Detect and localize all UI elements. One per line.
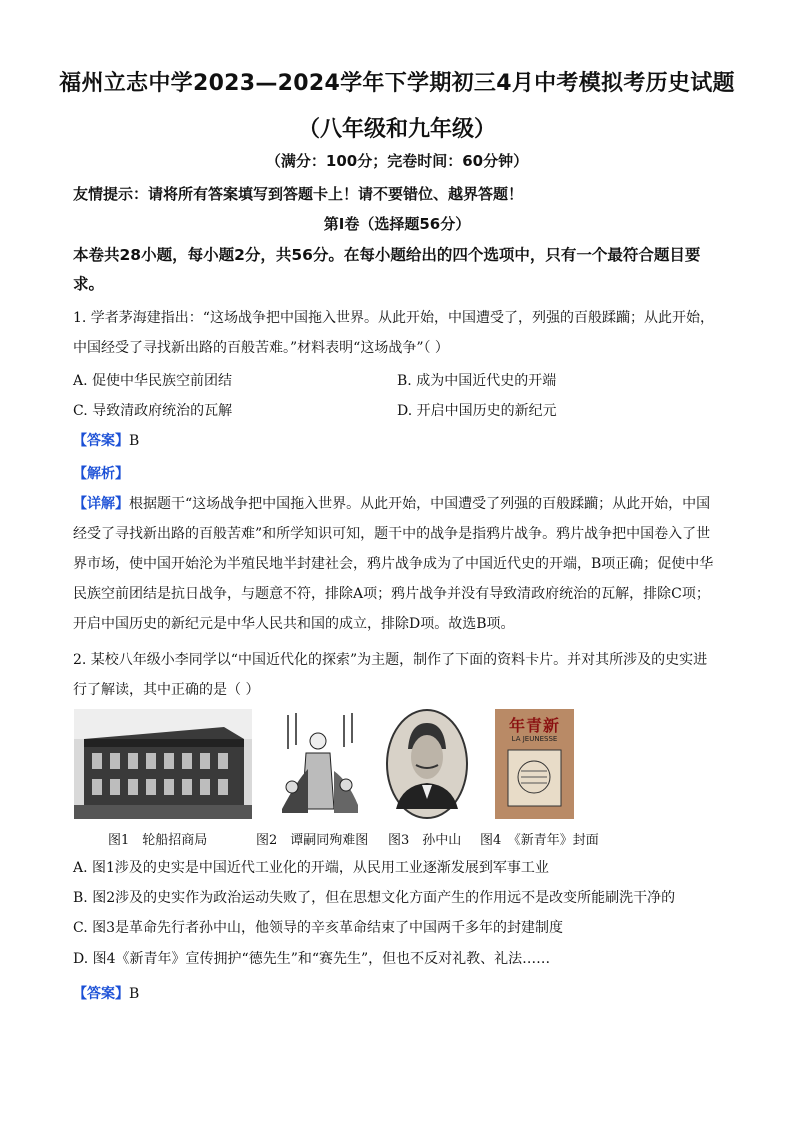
q1-option-b: B. 成为中国近代史的开端	[397, 373, 557, 389]
q2-option-b: B. 图2涉及的史实作为政治运动失败了，但在思想文化方面产生的作用远不是改变所能刷洗干净的	[73, 890, 676, 906]
answer-tag: 【答案】	[73, 433, 129, 449]
detail-text: 根据题干“这场战争把中国拖入世界。从此开始，中国遭受了列强的百般蹂躏；从此开始，中国	[129, 496, 711, 512]
answer-value: B	[129, 433, 140, 449]
exam-meta: （满分：100分；完卷时间：60分钟）	[265, 152, 529, 170]
answer-value: B	[129, 986, 140, 1002]
figure-3-portrait-image	[386, 709, 468, 819]
answer-tag: 【答案】	[73, 986, 129, 1002]
q1-detail-line3: 界市场，使中国开始沦为半殖民地半封建社会，鸦片战争成为了中国近代史的开端，B项正确；促使中华	[73, 556, 714, 572]
q2-option-d: D. 图4《新青年》宣传拥护“德先生”和“赛先生”，但也不反对礼教、礼法……	[73, 951, 551, 967]
section-instruction: 本卷共28小题，每小题2分，共56分。在每小题给出的四个选项中，只有一个最符合题目要求。	[73, 246, 701, 293]
analysis-tag: 【解析】	[73, 466, 129, 482]
exam-title: 福州立志中学2023—2024学年下学期初三4月中考模拟考历史试题	[59, 71, 735, 96]
section-title: 第Ⅰ卷（选择题56分）	[323, 215, 471, 233]
figure-1-caption: 图1 轮船招商局	[108, 833, 208, 848]
q1-detail-line1	[73, 489, 723, 519]
magazine-title: 年青新	[508, 716, 560, 735]
q2-option-a: A. 图1涉及的史实是中国近代工业化的开端，从民用工业逐渐发展到军事工业	[73, 860, 549, 876]
q1-option-c: C. 导致清政府统治的瓦解	[73, 403, 233, 419]
q1-detail-line5: 开启中国历史的新纪元是中华人民共和国的成立，排除D项。故选B项。	[73, 616, 515, 632]
q2-stem-line2: 行了解读，其中正确的是（ ）	[73, 682, 260, 698]
figure-3-caption: 图3 孙中山	[388, 833, 462, 848]
q2-stem-line1: 2. 某校八年级小李同学以“中国近代化的探索”为主题，制作了下面的资料卡片。并对其所涉及的史实进	[73, 652, 708, 668]
q1-analysis	[73, 463, 129, 483]
figure-4-magazine-cover-image	[495, 709, 574, 819]
q1-detail-line2: 经受了寻找新出路的百般苦难”和所学知识可知，题干中的战争是指鸦片战争。鸦片战争把中国卷入了世	[73, 526, 711, 542]
magazine-emblem-icon	[507, 749, 562, 807]
figure-2-martyr-sketch-image	[278, 709, 362, 819]
friendly-tip: 友情提示：请将所有答案填写到答题卡上！请不要错位、越界答题！	[73, 185, 524, 203]
exam-subtitle: （八年级和九年级）	[297, 117, 496, 142]
figure-1-building-image	[74, 709, 252, 819]
detail-tag: 【详解】	[73, 496, 129, 512]
q1-answer	[73, 430, 139, 450]
q1-stem-line1: 1. 学者茅海建指出：“这场战争把中国拖入世界。从此开始，中国遭受了，列强的百般蹂躏；从此开始，	[73, 310, 714, 326]
magazine-subtitle: LA JEUNESSE	[511, 735, 558, 743]
q1-option-a: A. 促使中华民族空前团结	[73, 373, 233, 389]
figure-2-caption: 图2 谭嗣同殉难图	[256, 833, 369, 848]
q2-answer	[73, 983, 139, 1003]
figure-4-caption: 图4 《新青年》封面	[480, 833, 599, 848]
q1-detail-line4: 民族空前团结是抗日战争，与题意不符，排除A项；鸦片战争并没有导致清政府统治的瓦解，排除C项；	[73, 586, 710, 602]
q1-option-d: D. 开启中国历史的新纪元	[397, 403, 557, 419]
q1-stem-line2: 中国经受了寻找新出路的百般苦难。”材料表明“这场战争”（ ）	[73, 340, 449, 356]
q2-option-c: C. 图3是革命先行者孙中山，他领导的辛亥革命结束了中国两千多年的封建制度	[73, 920, 564, 936]
